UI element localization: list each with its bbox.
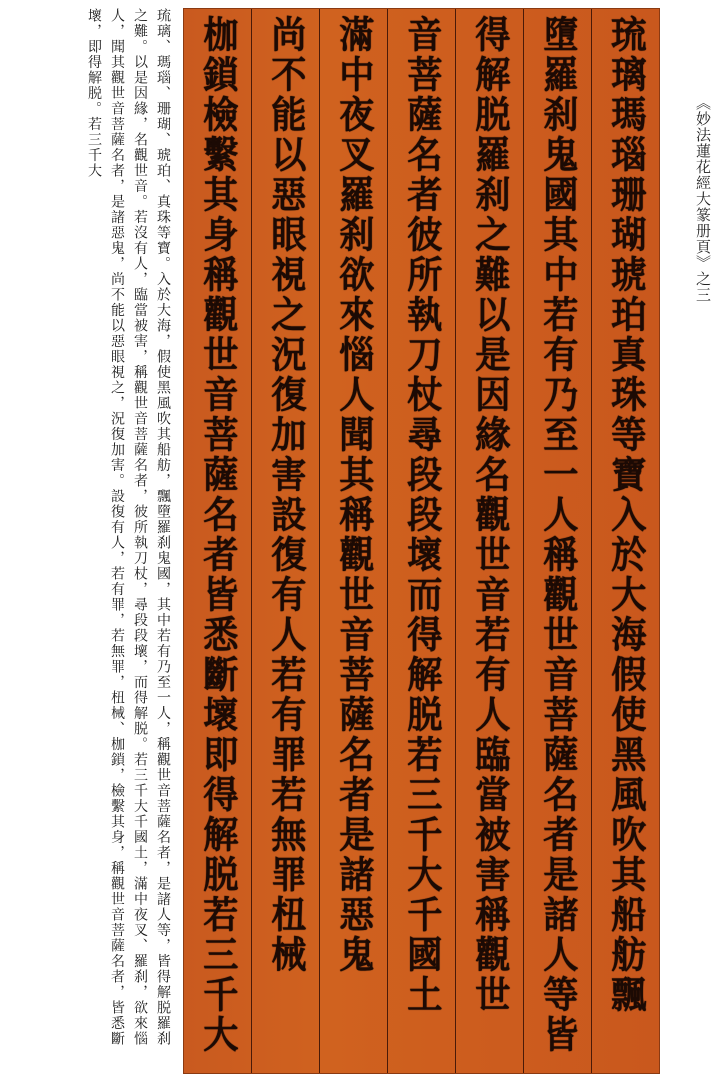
seal-column-text: 墮羅刹鬼國其中若有乃至一人稱觀世音菩薩名者是諸人等皆 bbox=[537, 15, 579, 1055]
seal-column-text: 枷鎖檢繫其身稱觀世音菩薩名者皆悉斷壞即得解脱若三千大 bbox=[197, 15, 239, 1055]
seal-column bbox=[184, 9, 251, 1073]
translation-column: 琉璃、瑪瑙、珊瑚、琥珀、真珠等寶。入於大海，假使黑風吹其船舫，飄墮羅刹鬼國，其中若有乃至一人，稱觀世音菩薩名者，是諸人等，皆得解脱羅刹 bbox=[155, 8, 171, 1047]
seal-column bbox=[455, 9, 523, 1073]
seal-column-text: 滿中夜叉羅刹欲來惱人聞其稱觀世音菩薩名者是諸惡鬼 bbox=[333, 15, 375, 975]
seal-column-text: 音菩薩名者彼所執刀杖尋段段壞而得解脱若三千大千國土 bbox=[401, 15, 443, 1015]
seal-column bbox=[387, 9, 455, 1073]
translation-text bbox=[4, 8, 174, 1072]
translation-column: 壞，即得解脱。若三千大 bbox=[86, 8, 102, 179]
seal-column bbox=[251, 9, 319, 1073]
seal-column bbox=[591, 9, 659, 1073]
seal-column-text: 尚不能以惡眼視之況復加害設復有人若有罪若無罪杻械 bbox=[265, 15, 307, 975]
seal-column-text: 得解脱羅刹之難以是因緣名觀世音若有人臨當被害稱觀世 bbox=[469, 15, 511, 1015]
seal-column bbox=[319, 9, 387, 1073]
seal-column-text: 琉璃瑪瑙珊瑚琥珀真珠等寶入於大海假使黑風吹其船舫飄 bbox=[605, 15, 647, 1015]
translation-column: 人，聞其觀世音菩薩名者，是諸惡鬼，尚不能以惡眼視之，況復加害。設復有人，若有罪，若無罪，杻械、枷鎖，檢繫其身，稱觀世音菩薩名者，皆悉斷 bbox=[109, 8, 125, 1047]
seal-script-panel bbox=[183, 8, 660, 1074]
page-caption: 《妙法蓮花經大篆册頁》之三 bbox=[694, 95, 712, 303]
translation-column: 之難。以是因緣，名觀世音。若沒有人，臨當被害，稱觀世音菩薩名者，彼所執刀杖，尋段段壞，而得解脱。若三千大千國土，滿中夜叉、羅刹，欲來惱 bbox=[132, 8, 148, 1047]
seal-column bbox=[523, 9, 591, 1073]
